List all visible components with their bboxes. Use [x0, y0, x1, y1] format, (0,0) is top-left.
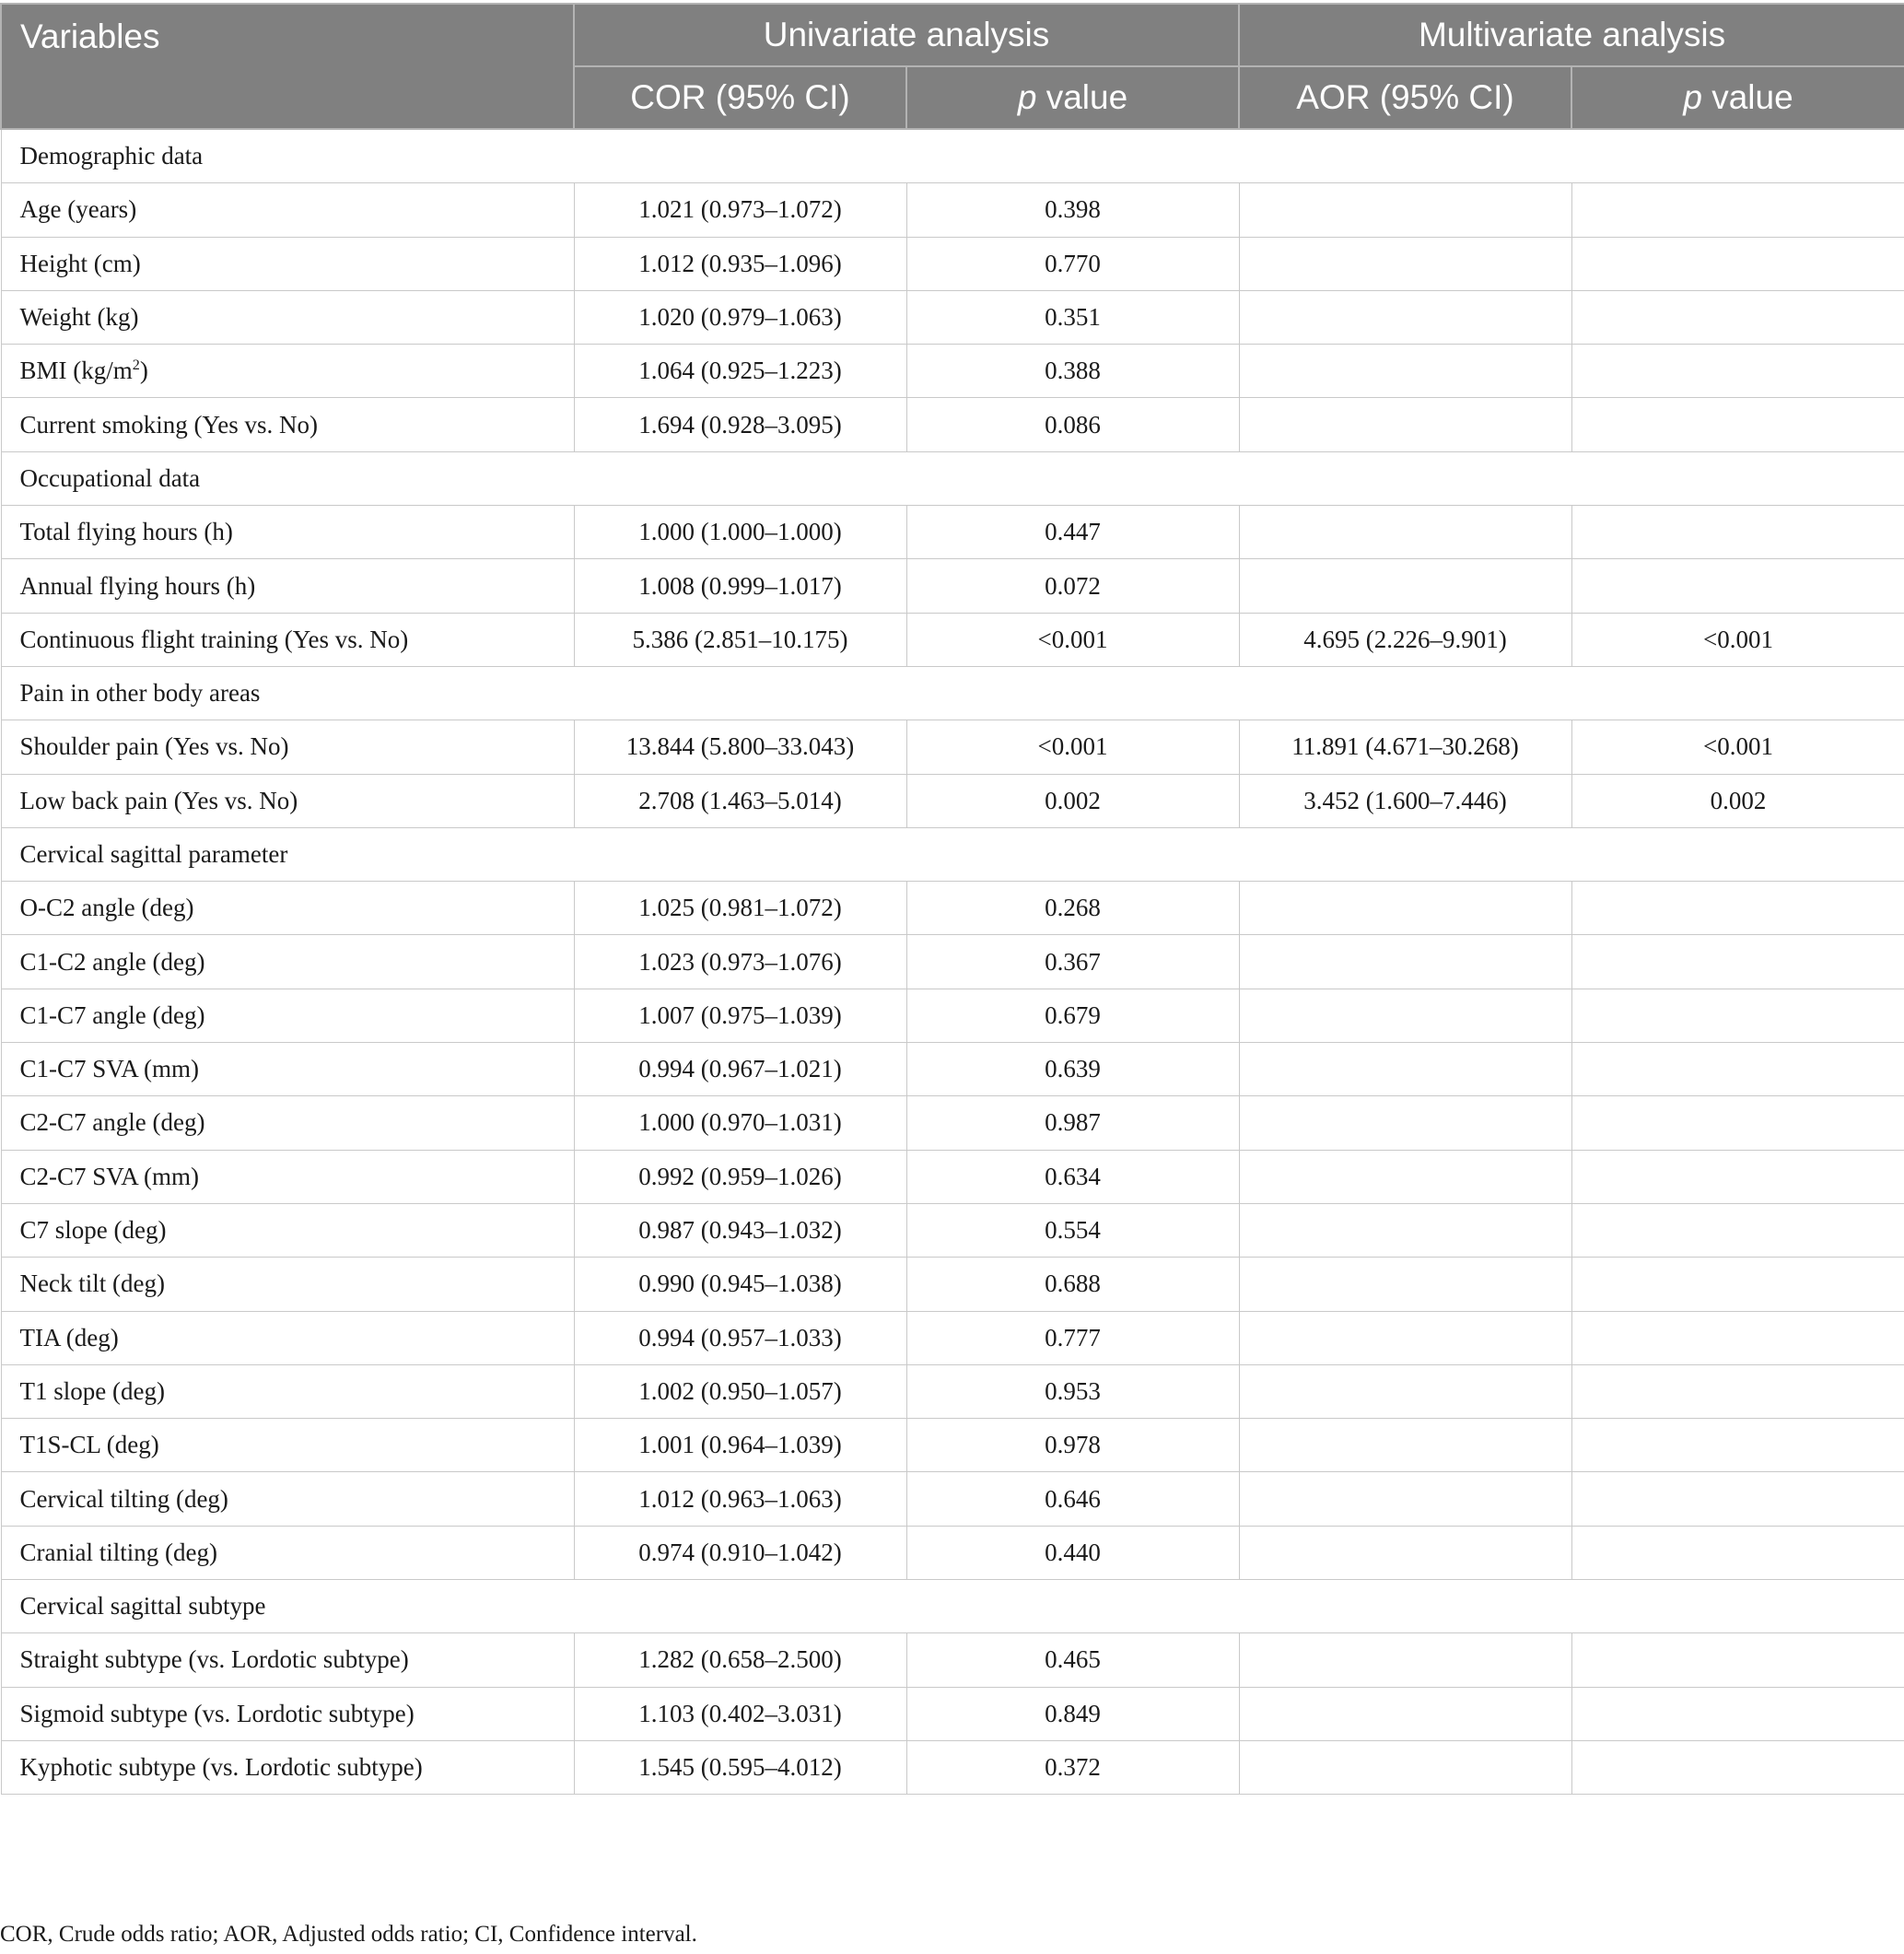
cor-value: 1.025 (0.981–1.072) [574, 882, 906, 935]
aor-value [1239, 398, 1571, 451]
cor-p-value: 0.388 [906, 345, 1239, 398]
table-row [1, 183, 1904, 237]
variable-label [1, 1687, 574, 1740]
header-cor: COR (95% CI) [574, 66, 906, 129]
variable-label-text: Current smoking (Yes vs. No) [19, 410, 319, 439]
table-footnote: COR, Crude odds ratio; AOR, Adjusted odds ratio; CI, Confidence interval. [0, 1922, 697, 1947]
variable-label-text: Neck tilt (deg) [19, 1270, 165, 1298]
table-row [1, 935, 1904, 989]
variable-label [1, 613, 574, 666]
table-row [1, 398, 1904, 451]
cor-value: 0.974 (0.910–1.042) [574, 1526, 906, 1579]
cor-value: 5.386 (2.851–10.175) [574, 613, 906, 666]
header-variables: Variables [1, 4, 574, 129]
section-row [1, 129, 1904, 183]
table-row [1, 989, 1904, 1042]
section-row [1, 666, 1904, 720]
variable-label-text: Total flying hours (h) [19, 518, 233, 546]
aor-p-value [1571, 506, 1904, 559]
table-row [1, 1258, 1904, 1311]
cor-p-value: 0.351 [906, 290, 1239, 344]
header-aor: AOR (95% CI) [1239, 66, 1571, 129]
variable-label-text: TIA (deg) [19, 1323, 119, 1351]
aor-p-value [1571, 345, 1904, 398]
aor-value: 11.891 (4.671–30.268) [1239, 720, 1571, 774]
cor-p-value: 0.978 [906, 1419, 1239, 1472]
aor-value [1239, 1203, 1571, 1257]
cor-p-value: 0.465 [906, 1633, 1239, 1687]
table-row [1, 1311, 1904, 1364]
table-row [1, 237, 1904, 290]
aor-p-value [1571, 1311, 1904, 1364]
variable-label-text: Straight subtype (vs. Lordotic subtype) [19, 1645, 409, 1674]
cor-p-value: <0.001 [906, 613, 1239, 666]
table-header [1, 4, 1904, 129]
aor-p-value [1571, 1203, 1904, 1257]
table-row [1, 1526, 1904, 1579]
variable-label-text: Continuous flight training (Yes vs. No) [19, 625, 409, 653]
variable-label-text: Height (cm) [19, 249, 141, 277]
aor-value [1239, 1687, 1571, 1740]
variable-label-text: Cranial tilting (deg) [19, 1538, 217, 1566]
aor-p-value: <0.001 [1571, 613, 1904, 666]
aor-p-value [1571, 1043, 1904, 1096]
variable-label-text: C2-C7 SVA (mm) [19, 1162, 200, 1190]
aor-p-value [1571, 1740, 1904, 1794]
regression-table [0, 3, 1904, 1795]
cor-p-value: 0.770 [906, 237, 1239, 290]
cor-p-value: 0.002 [906, 774, 1239, 827]
variable-label-text: Cervical tilting (deg) [19, 1484, 228, 1513]
cor-value: 1.064 (0.925–1.223) [574, 345, 906, 398]
variable-label-text: Sigmoid subtype (vs. Lordotic subtype) [19, 1699, 415, 1727]
variable-label-text: Shoulder pain (Yes vs. No) [19, 732, 289, 761]
variable-label [1, 506, 574, 559]
aor-value: 4.695 (2.226–9.901) [1239, 613, 1571, 666]
table-row [1, 1419, 1904, 1472]
variable-label-text: Annual flying hours (h) [19, 571, 256, 600]
p-letter: p [1683, 78, 1702, 116]
aor-value [1239, 1419, 1571, 1472]
variable-label [1, 882, 574, 935]
variable-label [1, 559, 574, 613]
aor-value [1239, 290, 1571, 344]
cor-value: 1.694 (0.928–3.095) [574, 398, 906, 451]
aor-p-value [1571, 559, 1904, 613]
aor-value [1239, 882, 1571, 935]
variable-label [1, 398, 574, 451]
variable-label-suffix: ) [139, 357, 148, 385]
variable-label [1, 1526, 574, 1579]
variable-label [1, 1633, 574, 1687]
variable-label-text: Low back pain (Yes vs. No) [19, 786, 298, 814]
aor-p-value [1571, 1472, 1904, 1526]
value-word: value [1036, 78, 1128, 116]
variable-label-text: C2-C7 angle (deg) [19, 1108, 205, 1137]
aor-p-value [1571, 1419, 1904, 1472]
variable-label [1, 237, 574, 290]
aor-p-value [1571, 935, 1904, 989]
cor-p-value: 0.268 [906, 882, 1239, 935]
variable-label-text: Age (years) [19, 195, 137, 224]
table-row [1, 1472, 1904, 1526]
table-row [1, 1740, 1904, 1794]
aor-value [1239, 1633, 1571, 1687]
aor-p-value [1571, 183, 1904, 237]
value-word: value [1701, 78, 1793, 116]
aor-p-value [1571, 398, 1904, 451]
variable-label-text: C1-C7 angle (deg) [19, 1000, 205, 1029]
cor-value: 1.002 (0.950–1.057) [574, 1364, 906, 1418]
section-row [1, 1580, 1904, 1633]
variable-label [1, 1043, 574, 1096]
aor-p-value [1571, 237, 1904, 290]
section-title: Cervical sagittal parameter [1, 827, 1904, 881]
cor-p-value: 0.367 [906, 935, 1239, 989]
header-cor-p-value [906, 66, 1239, 129]
cor-value: 1.012 (0.935–1.096) [574, 237, 906, 290]
cor-value: 1.023 (0.973–1.076) [574, 935, 906, 989]
aor-p-value [1571, 1364, 1904, 1418]
aor-p-value [1571, 1096, 1904, 1150]
cor-p-value: 0.688 [906, 1258, 1239, 1311]
aor-p-value [1571, 1258, 1904, 1311]
variable-label [1, 1150, 574, 1203]
cor-p-value: 0.440 [906, 1526, 1239, 1579]
aor-value [1239, 345, 1571, 398]
variable-label [1, 720, 574, 774]
table-row [1, 1096, 1904, 1150]
table-row [1, 559, 1904, 613]
cor-value: 0.990 (0.945–1.038) [574, 1258, 906, 1311]
aor-value [1239, 1150, 1571, 1203]
section-row [1, 451, 1904, 505]
aor-value [1239, 559, 1571, 613]
table-row [1, 882, 1904, 935]
table-row [1, 774, 1904, 827]
cor-value: 1.001 (0.964–1.039) [574, 1419, 906, 1472]
variable-label [1, 1311, 574, 1364]
cor-value: 1.545 (0.595–4.012) [574, 1740, 906, 1794]
variable-label-superscript: 2 [132, 357, 140, 374]
variable-label-text: BMI (kg/m [19, 357, 133, 385]
table-row [1, 1633, 1904, 1687]
variable-label [1, 290, 574, 344]
aor-value [1239, 1311, 1571, 1364]
table-row [1, 506, 1904, 559]
variable-label-text: C1-C7 SVA (mm) [19, 1055, 200, 1083]
cor-value: 1.021 (0.973–1.072) [574, 183, 906, 237]
aor-value [1239, 989, 1571, 1042]
cor-value: 1.008 (0.999–1.017) [574, 559, 906, 613]
cor-p-value: 0.987 [906, 1096, 1239, 1150]
cor-p-value: 0.072 [906, 559, 1239, 613]
variable-label-text: T1 slope (deg) [19, 1376, 165, 1405]
variable-label [1, 935, 574, 989]
cor-value: 1.012 (0.963–1.063) [574, 1472, 906, 1526]
cor-p-value: 0.372 [906, 1740, 1239, 1794]
aor-value [1239, 183, 1571, 237]
aor-p-value [1571, 1633, 1904, 1687]
variable-label [1, 989, 574, 1042]
aor-p-value [1571, 1150, 1904, 1203]
cor-p-value: 0.554 [906, 1203, 1239, 1257]
aor-p-value [1571, 882, 1904, 935]
aor-p-value [1571, 290, 1904, 344]
table-row [1, 1364, 1904, 1418]
cor-value: 1.020 (0.979–1.063) [574, 290, 906, 344]
cor-p-value: 0.777 [906, 1311, 1239, 1364]
variable-label-text: O-C2 angle (deg) [19, 894, 194, 922]
variable-label-text: Kyphotic subtype (vs. Lordotic subtype) [19, 1753, 423, 1782]
section-title: Demographic data [1, 129, 1904, 183]
cor-p-value: 0.398 [906, 183, 1239, 237]
variable-label [1, 1472, 574, 1526]
cor-value: 2.708 (1.463–5.014) [574, 774, 906, 827]
cor-p-value: 0.086 [906, 398, 1239, 451]
table-row [1, 1687, 1904, 1740]
variable-label-text: C1-C2 angle (deg) [19, 947, 205, 976]
variable-label [1, 183, 574, 237]
table-row [1, 1043, 1904, 1096]
cor-p-value: 0.634 [906, 1150, 1239, 1203]
aor-value [1239, 506, 1571, 559]
section-title: Pain in other body areas [1, 666, 1904, 720]
aor-value [1239, 1096, 1571, 1150]
variable-label [1, 1203, 574, 1257]
table-body [1, 129, 1904, 1795]
variable-label-text: T1S-CL (deg) [19, 1431, 159, 1459]
aor-value [1239, 1043, 1571, 1096]
cor-value: 0.992 (0.959–1.026) [574, 1150, 906, 1203]
aor-p-value: 0.002 [1571, 774, 1904, 827]
section-row [1, 827, 1904, 881]
cor-p-value: 0.849 [906, 1687, 1239, 1740]
aor-p-value: <0.001 [1571, 720, 1904, 774]
table-row [1, 1203, 1904, 1257]
header-univariate: Univariate analysis [574, 4, 1239, 66]
header-multivariate: Multivariate analysis [1239, 4, 1904, 66]
cor-value: 1.103 (0.402–3.031) [574, 1687, 906, 1740]
variable-label [1, 774, 574, 827]
cor-p-value: 0.646 [906, 1472, 1239, 1526]
aor-value [1239, 1364, 1571, 1418]
variable-label [1, 1096, 574, 1150]
variable-label [1, 1258, 574, 1311]
cor-value: 1.282 (0.658–2.500) [574, 1633, 906, 1687]
cor-value: 13.844 (5.800–33.043) [574, 720, 906, 774]
aor-value [1239, 1526, 1571, 1579]
variable-label [1, 1419, 574, 1472]
aor-value [1239, 1258, 1571, 1311]
p-letter: p [1017, 78, 1037, 116]
variable-label [1, 345, 574, 398]
aor-value [1239, 237, 1571, 290]
aor-p-value [1571, 989, 1904, 1042]
aor-value [1239, 935, 1571, 989]
cor-value: 1.007 (0.975–1.039) [574, 989, 906, 1042]
variable-label-text: Weight (kg) [19, 303, 139, 332]
section-title: Occupational data [1, 451, 1904, 505]
header-aor-p-value [1571, 66, 1904, 129]
table-row [1, 345, 1904, 398]
table-row [1, 290, 1904, 344]
cor-p-value: 0.679 [906, 989, 1239, 1042]
aor-p-value [1571, 1526, 1904, 1579]
cor-p-value: 0.639 [906, 1043, 1239, 1096]
aor-value [1239, 1472, 1571, 1526]
aor-value: 3.452 (1.600–7.446) [1239, 774, 1571, 827]
cor-p-value: <0.001 [906, 720, 1239, 774]
variable-label [1, 1740, 574, 1794]
table-row [1, 1150, 1904, 1203]
cor-p-value: 0.447 [906, 506, 1239, 559]
aor-value [1239, 1740, 1571, 1794]
cor-value: 0.994 (0.957–1.033) [574, 1311, 906, 1364]
cor-p-value: 0.953 [906, 1364, 1239, 1418]
variable-label-text: C7 slope (deg) [19, 1216, 167, 1245]
cor-value: 1.000 (0.970–1.031) [574, 1096, 906, 1150]
cor-value: 1.000 (1.000–1.000) [574, 506, 906, 559]
aor-p-value [1571, 1687, 1904, 1740]
cor-value: 0.994 (0.967–1.021) [574, 1043, 906, 1096]
variable-label [1, 1364, 574, 1418]
cor-value: 0.987 (0.943–1.032) [574, 1203, 906, 1257]
section-title: Cervical sagittal subtype [1, 1580, 1904, 1633]
table-row [1, 613, 1904, 666]
table-row [1, 720, 1904, 774]
